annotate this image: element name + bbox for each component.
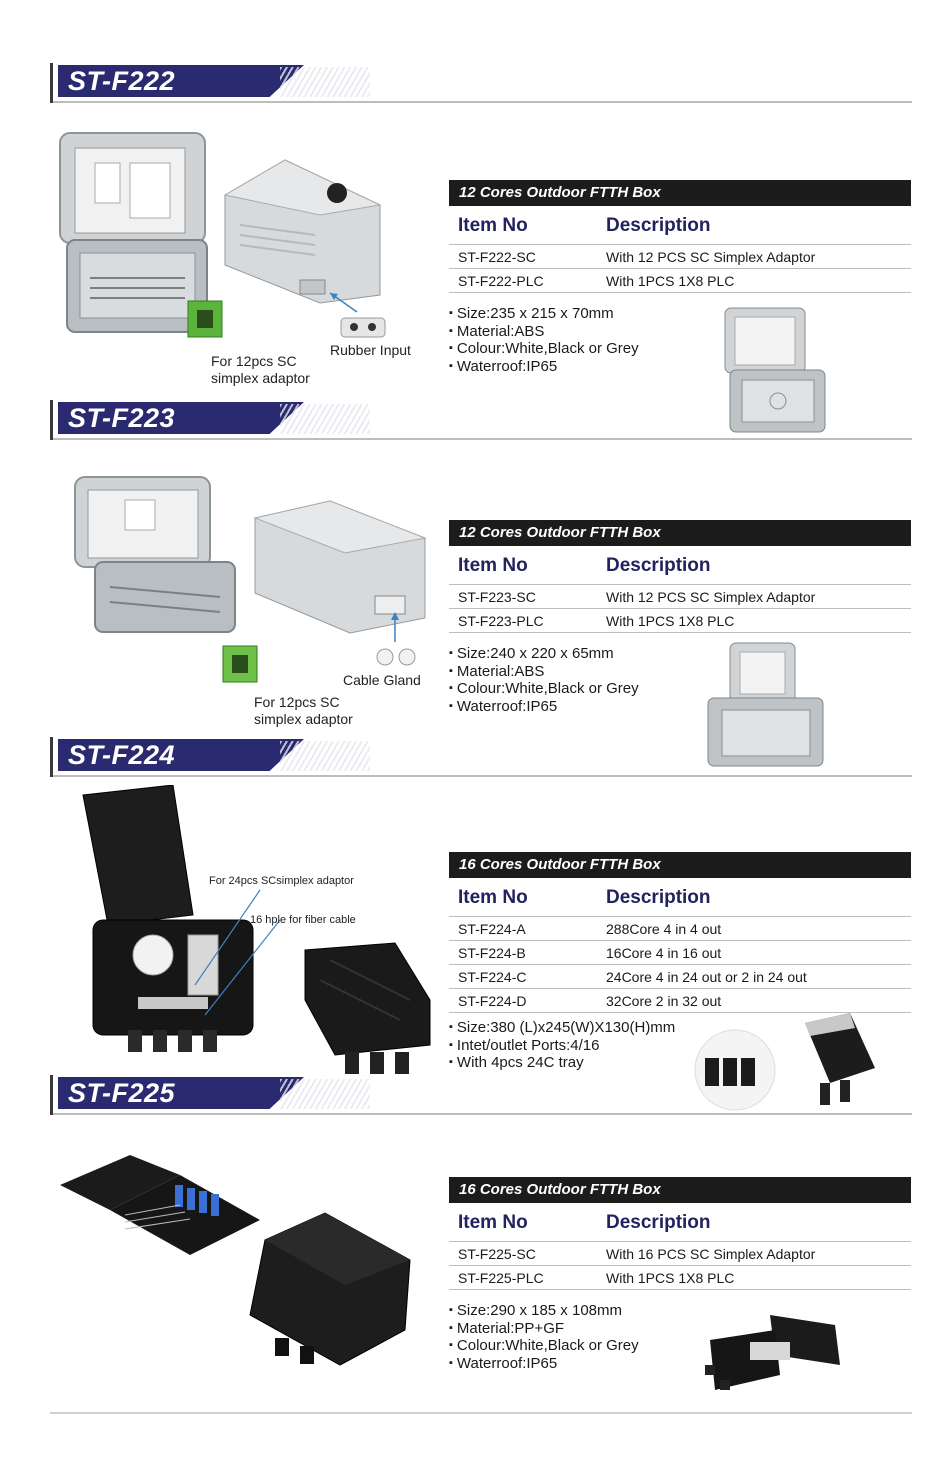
table-row — [449, 245, 911, 269]
row-desc: With 12 PCS SC Simplex Adaptor — [606, 249, 816, 265]
col-item-header: Item No — [458, 887, 528, 908]
product-image-closed-box — [215, 155, 385, 305]
section-header — [50, 400, 912, 440]
spec-item: ▪ Size:290 x 185 x 108mm — [449, 1303, 639, 1321]
table-row — [449, 1242, 911, 1266]
row-item: ST-F225-SC — [458, 1246, 536, 1262]
caption-adaptor — [254, 694, 353, 728]
col-item-header: Item No — [458, 1212, 528, 1233]
col-desc-header: Description — [606, 1212, 711, 1233]
table-row — [449, 585, 911, 609]
sc-adaptor-image — [215, 640, 265, 690]
row-desc: 16Core 4 in 16 out — [606, 945, 722, 961]
table-header — [449, 878, 911, 917]
caption-cable-gland: Cable Gland — [343, 672, 421, 688]
product-image-closed-closure — [300, 940, 435, 1080]
spec-item: ▪ Waterroof:IP65 — [449, 1356, 639, 1374]
row-item: ST-F222-SC — [458, 249, 536, 265]
table-title: 16 Cores Outdoor FTTH Box — [449, 852, 911, 878]
caption-line: simplex adaptor — [211, 370, 310, 386]
row-item: ST-F224-B — [458, 945, 526, 961]
col-desc-header: Description — [606, 887, 711, 908]
spec-list — [449, 306, 639, 376]
pointer-lines — [180, 885, 300, 1025]
header-pattern — [280, 1079, 370, 1109]
spec-list — [449, 1303, 639, 1373]
col-desc-header: Description — [606, 215, 711, 236]
pointer-arrow — [385, 610, 405, 645]
row-item: ST-F224-A — [458, 921, 526, 937]
table-row — [449, 917, 911, 941]
row-item: ST-F223-SC — [458, 589, 536, 605]
row-desc: 288Core 4 in 4 out — [606, 921, 722, 937]
header-bar — [50, 400, 53, 440]
table-row — [449, 941, 911, 965]
spec-table — [449, 520, 911, 633]
caption-line: For 12pcs SC — [254, 694, 340, 710]
product-image-open-box — [55, 1150, 270, 1265]
caption-line: For 12pcs SC — [211, 353, 297, 369]
table-row — [449, 1266, 911, 1290]
col-item-header: Item No — [458, 555, 528, 576]
table-row — [449, 965, 911, 989]
spec-item: ▪ Size:240 x 220 x 65mm — [449, 646, 639, 664]
header-rule — [53, 775, 912, 777]
product-image-open-box — [70, 462, 240, 637]
table-row — [449, 609, 911, 633]
spec-item: ▪ Colour:White,Black or Grey — [449, 681, 639, 699]
product-image-closed-box — [245, 1210, 415, 1370]
caption-rubber-input: Rubber Input — [330, 342, 411, 358]
caption-adaptor: For 24pcs SCsimplex adaptor — [209, 875, 354, 887]
spec-item: ▪ Material:ABS — [449, 324, 639, 342]
spec-list — [449, 1020, 675, 1073]
model-title: ST-F222 — [68, 66, 176, 96]
table-title: 16 Cores Outdoor FTTH Box — [449, 1177, 911, 1203]
spec-item: ▪ Material:PP+GF — [449, 1321, 639, 1339]
header-rule — [53, 438, 912, 440]
header-bar — [50, 737, 53, 777]
row-desc: 24Core 4 in 24 out or 2 in 24 out — [606, 969, 807, 985]
model-title: ST-F225 — [68, 1078, 176, 1108]
col-desc-header: Description — [606, 555, 711, 576]
row-item: ST-F224-D — [458, 993, 527, 1009]
section-header — [50, 737, 912, 777]
spec-item: ▪ Waterroof:IP65 — [449, 699, 639, 717]
caption-line: simplex adaptor — [254, 711, 353, 727]
table-row — [449, 269, 911, 293]
footer-rule — [50, 1412, 912, 1414]
header-bar — [50, 1075, 53, 1115]
table-header — [449, 546, 911, 585]
spec-item: ▪ Material:ABS — [449, 664, 639, 682]
spec-item: ▪ Size:235 x 215 x 70mm — [449, 306, 639, 324]
col-item-header: Item No — [458, 215, 528, 236]
table-header — [449, 1203, 911, 1242]
spec-list — [449, 646, 639, 716]
table-title: 12 Cores Outdoor FTTH Box — [449, 180, 911, 206]
product-image-open-box-small — [695, 1310, 850, 1400]
spec-item: ▪ Colour:White,Black or Grey — [449, 1338, 639, 1356]
row-desc: With 1PCS 1X8 PLC — [606, 1270, 735, 1286]
row-desc: With 1PCS 1X8 PLC — [606, 613, 735, 629]
row-desc: With 1PCS 1X8 PLC — [606, 273, 735, 289]
spec-item: ▪ Colour:White,Black or Grey — [449, 341, 639, 359]
spec-item: ▪ With 4pcs 24C tray — [449, 1055, 675, 1073]
row-desc: With 12 PCS SC Simplex Adaptor — [606, 589, 816, 605]
row-item: ST-F222-PLC — [458, 273, 544, 289]
caption-adaptor — [211, 353, 310, 387]
spec-table — [449, 852, 911, 1013]
sc-adaptor-image — [180, 295, 230, 345]
row-desc: With 16 PCS SC Simplex Adaptor — [606, 1246, 816, 1262]
spec-table — [449, 1177, 911, 1290]
row-item: ST-F225-PLC — [458, 1270, 544, 1286]
row-item: ST-F224-C — [458, 969, 527, 985]
spec-item: ▪ Waterroof:IP65 — [449, 359, 639, 377]
spec-item: ▪ Intet/outlet Ports:4/16 — [449, 1038, 675, 1056]
cable-gland-image — [375, 645, 420, 670]
row-item: ST-F223-PLC — [458, 613, 544, 629]
header-pattern — [280, 404, 370, 434]
header-rule — [53, 1113, 912, 1115]
model-title: ST-F224 — [68, 740, 176, 770]
header-pattern — [280, 67, 370, 97]
table-title: 12 Cores Outdoor FTTH Box — [449, 520, 911, 546]
spec-item: ▪ Size:380 (L)x245(W)X130(H)mm — [449, 1020, 675, 1038]
header-bar — [50, 63, 53, 103]
caption-fiber-hole: 16 hple for fiber cable — [250, 914, 356, 926]
section-header — [50, 63, 912, 103]
header-rule — [53, 101, 912, 103]
header-pattern — [280, 741, 370, 771]
pointer-arrow — [325, 290, 365, 320]
table-header — [449, 206, 911, 245]
spec-table — [449, 180, 911, 293]
row-desc: 32Core 2 in 32 out — [606, 993, 722, 1009]
model-title: ST-F223 — [68, 403, 176, 433]
section-header — [50, 1075, 912, 1115]
